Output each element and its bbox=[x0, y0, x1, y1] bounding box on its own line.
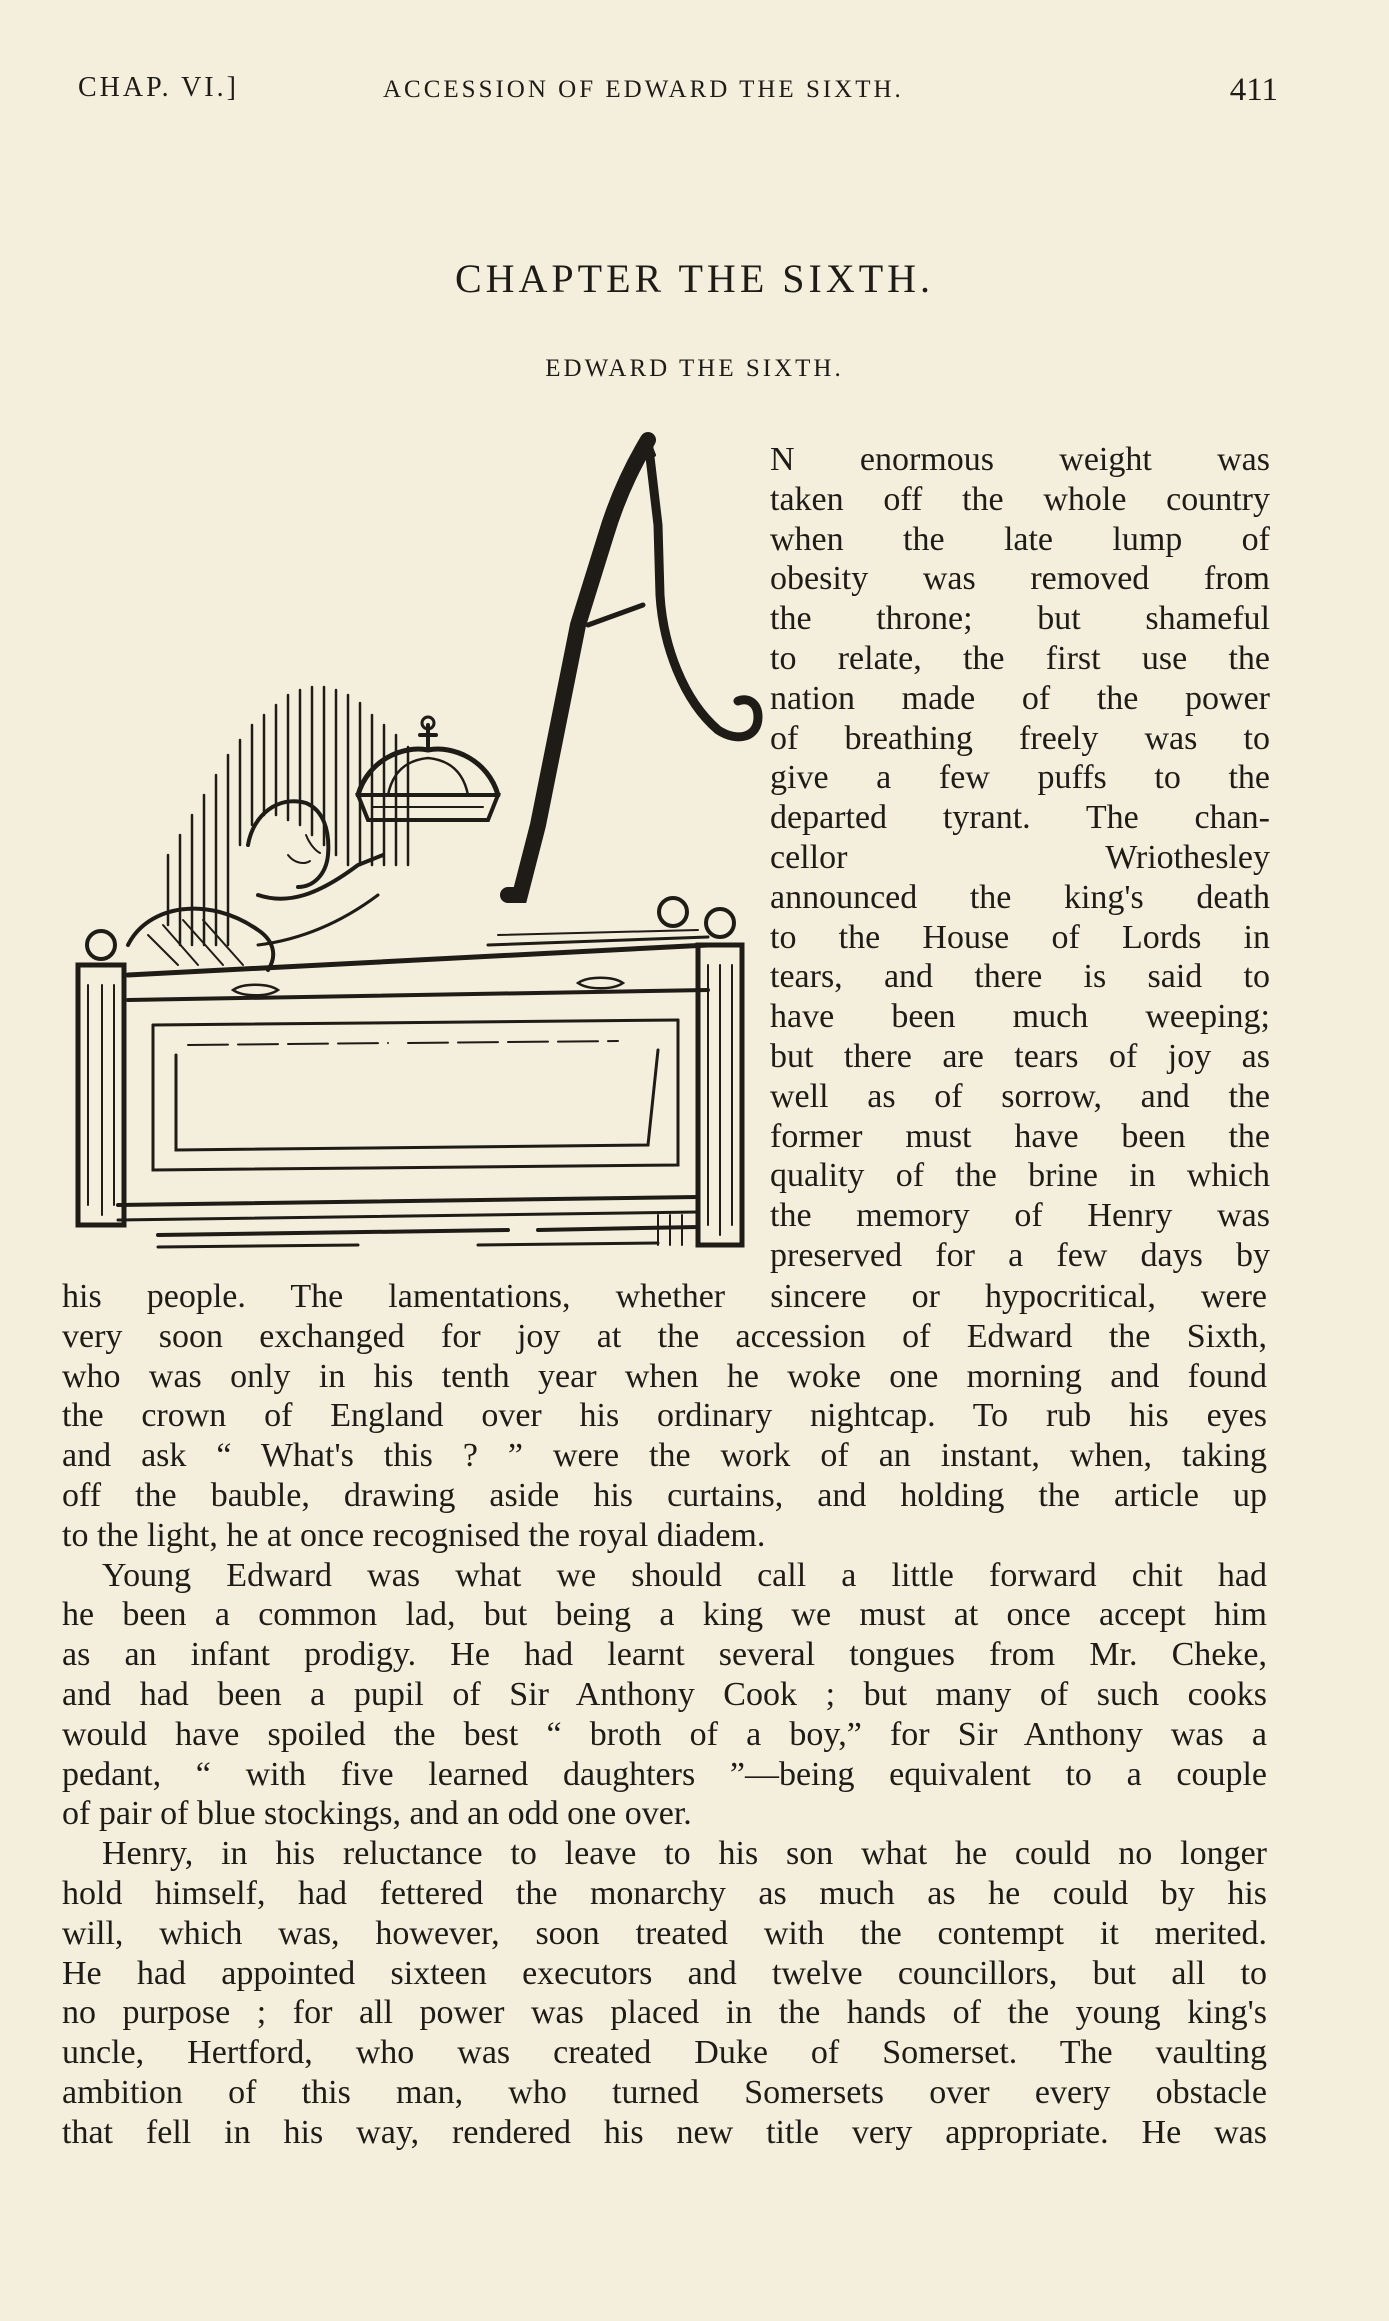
text-line: off the bauble, drawing aside his curtains, and holding the article up bbox=[62, 1476, 1267, 1514]
text-line: would have spoiled the best “ broth of a boy,” for Sir Anthony was a bbox=[62, 1715, 1267, 1753]
text-line: obesity was removed from bbox=[770, 560, 1270, 598]
text-line: his people. The lamentations, whether sincere or hypocritical, were bbox=[62, 1278, 1267, 1315]
text-line: former must have been the bbox=[770, 1117, 1270, 1155]
text-line: He had appointed sixteen executors and twelve councillors, but all to bbox=[62, 1954, 1267, 1992]
text-line: to relate, the first use the bbox=[770, 639, 1270, 677]
text-line: nation made of the power bbox=[770, 679, 1270, 717]
chapter-reference: CHAP. VI.] bbox=[78, 72, 239, 103]
chapter-title: CHAPTER THE SIXTH. bbox=[454, 256, 935, 301]
text-line: departed tyrant. The chan- bbox=[770, 799, 1270, 837]
text-line: but there are tears of joy as bbox=[770, 1037, 1270, 1075]
text-line: Henry, in his reluctance to leave to his son what he could no longer bbox=[102, 1835, 1267, 1873]
paragraph bbox=[62, 1556, 1267, 1835]
text-line: very soon exchanged for joy at the accession of Edward the Sixth, bbox=[62, 1317, 1267, 1355]
text-line: cellor Wriothesley bbox=[770, 838, 1270, 876]
text-line: tears, and there is said to bbox=[770, 958, 1270, 996]
text-line: he been a common lad, but being a king we must at once accept him bbox=[62, 1596, 1267, 1634]
page-number: 411 bbox=[1229, 72, 1278, 108]
text-line: N enormous weight was bbox=[770, 441, 1270, 478]
text-line: pedant, “ with five learned daughters ”—being equivalent to a couple bbox=[62, 1755, 1267, 1793]
text-line: to the House of Lords in bbox=[770, 918, 1270, 956]
text-line: the throne; but shameful bbox=[770, 600, 1270, 638]
crown-icon bbox=[358, 717, 498, 820]
text-line: taken off the whole country bbox=[770, 480, 1270, 518]
text-line: well as of sorrow, and the bbox=[770, 1077, 1270, 1115]
initial-letter-a-icon bbox=[508, 440, 758, 895]
text-line: hold himself, had fettered the monarchy as much as he could by his bbox=[62, 1874, 1267, 1912]
text-line: when the late lump of bbox=[770, 520, 1270, 558]
text-line: no purpose ; for all power was placed in the hands of the young king's bbox=[62, 1994, 1267, 2032]
drop-cap-illustration-icon bbox=[58, 425, 768, 1255]
text-line: and had been a pupil of Sir Anthony Cook ; but many of such cooks bbox=[62, 1675, 1267, 1713]
running-header bbox=[78, 72, 1278, 122]
text-line: as an infant prodigy. He had learnt several tongues from Mr. Cheke, bbox=[62, 1636, 1267, 1674]
text-line: Young Edward was what we should call a little forward chit had bbox=[102, 1556, 1267, 1594]
text-line: give a few puffs to the bbox=[770, 759, 1270, 797]
text-line: of breathing freely was to bbox=[770, 719, 1270, 757]
chapter-subtitle: EDWARD THE SIXTH. bbox=[545, 355, 844, 382]
running-title: ACCESSION OF EDWARD THE SIXTH. bbox=[383, 76, 904, 103]
text-line: have been much weeping; bbox=[770, 998, 1270, 1036]
text-line: uncle, Hertford, who was created Duke of Somerset. The vaulting bbox=[62, 2034, 1267, 2072]
paragraph bbox=[62, 1834, 1267, 2152]
paragraph bbox=[62, 1277, 1267, 1556]
text-line: of pair of blue stockings, and an odd one over. bbox=[62, 1795, 692, 1833]
text-line: the memory of Henry was bbox=[770, 1197, 1270, 1235]
text-line: who was only in his tenth year when he woke one morning and found bbox=[62, 1357, 1267, 1395]
text-line: preserved for a few days by bbox=[770, 1236, 1270, 1274]
text-line: the crown of England over his ordinary nightcap. To rub his eyes bbox=[62, 1397, 1267, 1435]
body-text bbox=[62, 1277, 1267, 2153]
text-line: that fell in his way, rendered his new title very appropriate. He was bbox=[62, 2113, 1267, 2151]
text-line: will, which was, however, soon treated with the contempt it merited. bbox=[62, 1914, 1267, 1952]
text-line: to the light, he at once recognised the royal diadem. bbox=[62, 1516, 766, 1554]
text-line: and ask “ What's this ? ” were the work of an instant, when, taking bbox=[62, 1437, 1267, 1475]
text-line: quality of the brine in which bbox=[770, 1157, 1270, 1195]
text-line: announced the king's death bbox=[770, 878, 1270, 916]
text-line: ambition of this man, who turned Somersets over every obstacle bbox=[62, 2073, 1267, 2111]
drop-cap-column-text bbox=[770, 440, 1270, 1276]
